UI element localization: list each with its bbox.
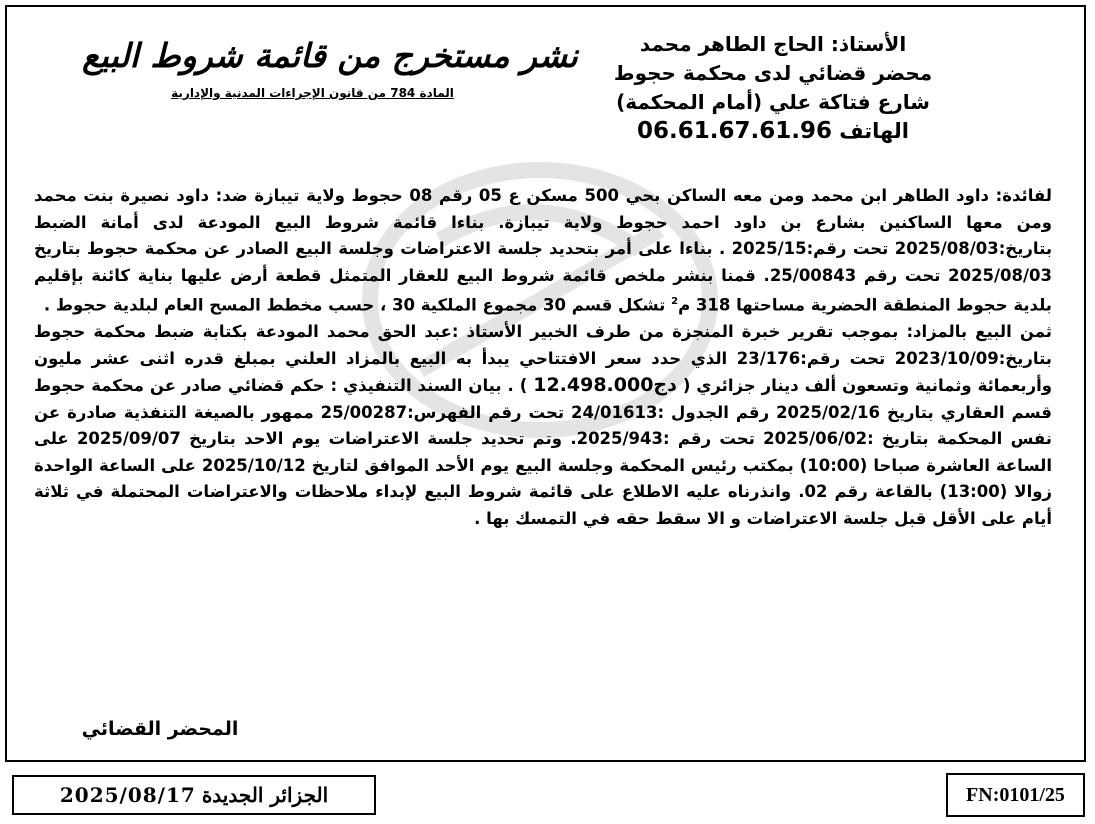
bailiff-name: الأستاذ: الحاج الطاهر محمد [639, 32, 907, 56]
publication-date: 2025/08/17 [59, 783, 196, 807]
notice-body [34, 183, 1052, 532]
ad-legal-reference: المادة 784 من قانون الإجراءات المدنية والإدارية [171, 86, 454, 100]
reserve-price-amount: 12.498.000دج [533, 374, 677, 396]
notice-paragraph-1-end: تشكل قسم 30 مجموع الملكية 30 ، حسب مخطط المسح العام لبلدية حجوط . [43, 295, 672, 315]
newspaper-name: الجزائر الجديدة [201, 783, 329, 807]
bailiff-title: محضر قضائي لدى محكمة حجوط [613, 61, 933, 85]
bailiff-phone [563, 117, 983, 146]
notice-paragraph-2a: ثمن البيع بالمزاد: بموجب تقرير خبرة المنجزة من طرف الخبير الأستاذ :عبد الحق محمد المودعة بكتابة ضبط محكمة حجوط بتاريخ:2023/10/09 تحت رقم:23/176 الذي حدد سعر الافتتاحي يبدأ به البيع بالمزاد العلني بمبلغ قدره اثنى عشر مليون وأربعمائة وثمانية وتسعون ألف دينار جزائري ( [34, 322, 1052, 395]
bailiff-address: شارع فتاكة علي (أمام المحكمة) [616, 90, 930, 114]
notice-paragraph-1: لفائدة: داود الطاهر ابن محمد ومن معه الساكن بحي 500 مسكن ع 05 رقم 08 حجوط ولاية تيبازة ضد: داود نصيرة بنت محمد ومن معها الساكنين بشارع بن داود احمد حجوط ولاية تيبازة. بناءا قائمة شروط البيع المودعة لدى أمانة الضبط بتاريخ:2025/08/03 تحت رقم:2025/15 . بناءا على أمر بتحديد جلسة الاعتراضات وجلسة البيع الصادر عن محكمة حجوط بتاريخ 2025/08/03 تحت رقم 25/00843. قمنا بنشر ملخص قائمة شروط البيع للعقار المتمثل قطعة أرض عليها بناية كائنة بإقليم بلدية حجوط المنطقة الحضرية مساحتها 318 م [34, 186, 1053, 315]
signature-title: المحضر القضائي [81, 718, 239, 740]
ad-title: نشر مستخرج من قائمة شروط البيع [82, 36, 578, 75]
notice-paragraph-2b: ) . بيان السند التنفيذي : حكم قضائي صادر عن محكمة حجوط قسم العقاري بتاريخ 2025/02/16 رقم الجدول :24/01613 تحت رقم الفهرس:25/00287 ممهور بالصيغة التنفذية صادرة عن نفس المحكمة بتاريخ :2025/06/02 تحت رقم :2025/943. وتم تحديد جلسة الاعتراضات يوم الاحد بتاريخ 2025/09/07 على الساعة العاشرة صباحا (10:00) بمكتب رئيس المحكمة وجلسة البيع يوم الأحد الموافق لتاريخ 2025/10/12 على الساعة الواحدة زوالا (13:00) بالقاعة رقم 02. وانذرناه عليه الاطلاع على قائمة شروط البيع لإبداء ملاحظات والاعتراضات المحتملة في ثلاثة أيام على الأقل قبل جلسة الاعتراضات و الا سقط حقه في التمسك بها . [34, 376, 1053, 528]
bailiff-header [563, 30, 983, 146]
file-number-box: FN:0101/25 [946, 773, 1085, 817]
newspaper-box [12, 775, 376, 815]
area-unit-superscript: 2 [671, 296, 679, 307]
phone-number: 06.61.67.61.96 [636, 118, 832, 144]
phone-label: الهاتف [839, 119, 910, 143]
